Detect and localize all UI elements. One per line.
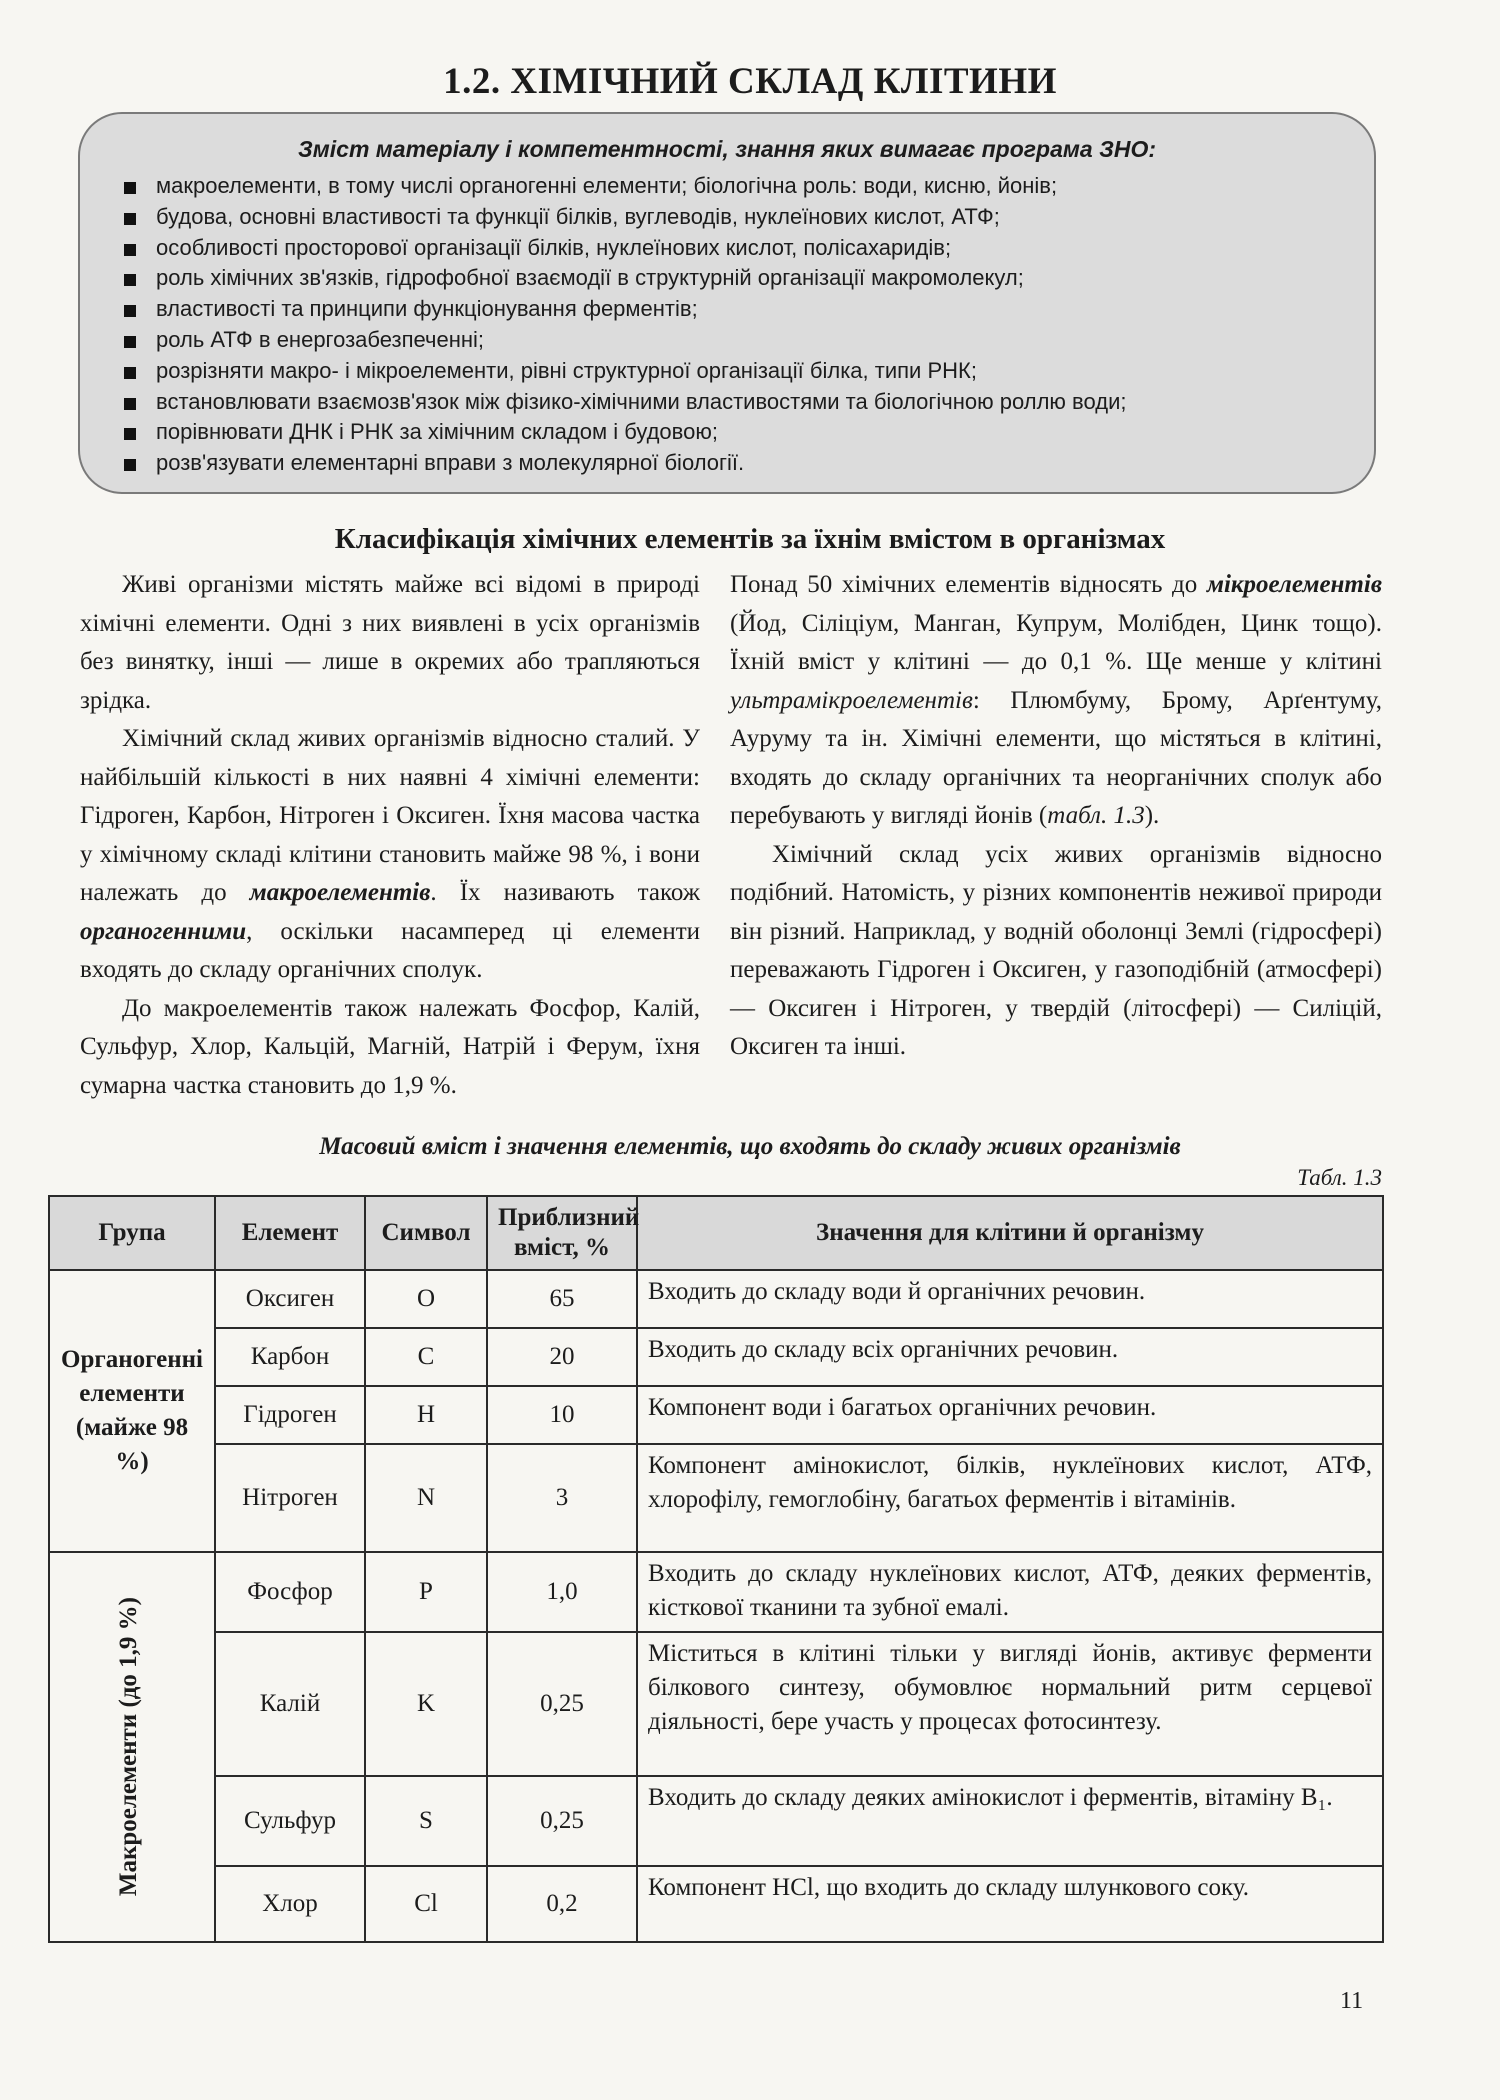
chapter-title: 1.2. ХІМІЧНИЙ СКЛАД КЛІТИНИ <box>443 61 1057 102</box>
syllabus-item: макроелементи, в тому числі органогенні елементи; біологічна роль: води, кисню, йонів; <box>120 171 1334 202</box>
table-number: Табл. 1.3 <box>1297 1165 1382 1190</box>
term-ultramicroelements: ультрамікроелементів <box>730 686 973 714</box>
table-row: Карбон C 20 Входить до складу всіх органічних речовин. <box>49 1328 1383 1386</box>
square-bullet-icon <box>124 428 136 440</box>
header-group: Група <box>49 1196 215 1270</box>
table-caption: Масовий вміст і значення елементів, що входять до складу живих організмів <box>319 1133 1181 1160</box>
page-number: 11 <box>1340 1988 1364 2014</box>
syllabus-item: розрізняти макро- і мікроелементи, рівні структурної організації білка, типи РНК; <box>120 356 1334 387</box>
term-macroelements: макроелементів <box>249 879 431 906</box>
syllabus-item: розв'язувати елементарні вправи з молекулярної біології. <box>120 448 1334 479</box>
header-role: Значення для клітини й організму <box>637 1196 1383 1270</box>
table-reference: табл. 1.3 <box>1047 802 1145 829</box>
term-organogenic: органогенними <box>80 917 247 945</box>
square-bullet-icon <box>124 274 136 286</box>
table-row: Сульфур S 0,25 Входить до складу деяких амінокислот і ферментів, вітаміну B₁. <box>49 1776 1383 1866</box>
syllabus-item: роль хімічних зв'язків, гідрофобної взаємодії в структурній організації макромолекул; <box>120 263 1334 294</box>
square-bullet-icon <box>124 213 136 225</box>
syllabus-list <box>120 171 1334 479</box>
square-bullet-icon <box>124 244 136 256</box>
syllabus-item: встановлювати взаємозв'язок між фізико-хімічними властивостями та біологічною роллю води; <box>120 387 1334 418</box>
square-bullet-icon <box>124 459 136 471</box>
table-row: Макроелементи (до 1,9 %) Фосфор P 1,0 Входить до складу нуклеїнових кислот, АТФ, деяких ферментів, кісткової тканини та зубної емалі. <box>49 1552 1383 1632</box>
table-row: Нітроген N 3 Компонент амінокислот, білків, нуклеїнових кислот, АТФ, хлорофілу, гемоглобіну, багатьох ферментів і вітамінів. <box>49 1444 1383 1552</box>
syllabus-item: особливості просторової організації білків, нуклеїнових кислот, полісахаридів; <box>120 233 1334 264</box>
header-symbol: Символ <box>365 1196 487 1270</box>
paragraph: До макроелементів також належать Фосфор, Калій, Сульфур, Хлор, Кальцій, Магній, Натрій і Ферум, їхня сумарна частка становить до 1,9 %. <box>80 994 700 1099</box>
syllabus-item: будова, основні властивості та функції білків, вуглеводів, нуклеїнових кислот, АТФ; <box>120 202 1334 233</box>
square-bullet-icon <box>124 305 136 317</box>
paragraph: Хімічний склад усіх живих організмів відносно подібний. Натомість, у різних компонентів неживої природи він різний. Наприклад, у водній оболонці Землі (гідросфері) переважають Гідроген і Оксиген, у газоподібній (атмосфері) — Оксиген і Нітроген, у твердій (літосфері) — Силіцій, Оксиген та інші. <box>730 840 1382 1060</box>
group-macroelements <box>49 1552 215 1942</box>
table-row: Гідроген H 10 Компонент води і багатьох органічних речовин. <box>49 1386 1383 1444</box>
header-element: Елемент <box>215 1196 365 1270</box>
table-header-row <box>49 1196 1383 1270</box>
paragraph: Хімічний склад живих організмів відносно сталий. У найбільшій кількості в них наявні 4 хімічні елементи: Гідроген, Карбон, Нітроген і Оксиген. Їхня масова частка у хімічному складі клітини становить майже 98 %, і вони належать до макроелементів. Їх називають також органогенними, оскільки насамперед ці елементи входять до складу органічних сполук. <box>80 725 700 983</box>
square-bullet-icon <box>124 182 136 194</box>
group-macroelements-label: Макроелементи (до 1,9 %) <box>115 1597 142 1897</box>
elements-table <box>48 1195 1384 1943</box>
syllabus-box <box>78 112 1376 494</box>
square-bullet-icon <box>124 336 136 348</box>
header-content: Приблизний вміст, % <box>487 1196 637 1270</box>
paragraph: Живі організми містять майже всі відомі в природі хімічні елементи. Одні з них виявлені в усіх організмів без винятку, інші — лише в окремих або трапляються зрідка. <box>80 571 700 714</box>
table-row: Калій K 0,25 Міститься в клітині тільки у вигляді йонів, активує ферменти білкового синтезу, обумовлює нормальний ритм серцевої діяльності, бере участь у процесах фотосинтезу. <box>49 1632 1383 1776</box>
square-bullet-icon <box>124 367 136 379</box>
syllabus-item: роль АТФ в енергозабезпеченні; <box>120 325 1334 356</box>
left-text-column <box>80 566 700 1105</box>
section-heading: Класифікація хімічних елементів за їхнім вмістом в організмах <box>334 523 1166 555</box>
syllabus-item: властивості та принципи функціонування ферментів; <box>120 294 1334 325</box>
group-organogenic: Органогенні елементи (майже 98 %) <box>49 1270 215 1552</box>
right-text-column <box>730 566 1382 1067</box>
term-microelements: мікроелементів <box>1206 571 1382 598</box>
table-row: Органогенні елементи (майже 98 %) Оксиген O 65 Входить до складу води й органічних речовин. <box>49 1270 1383 1328</box>
syllabus-title: Зміст матеріалу і компетентності, знання яких вимагає програма ЗНО: <box>297 136 1157 162</box>
square-bullet-icon <box>124 398 136 410</box>
syllabus-item: порівнювати ДНК і РНК за хімічним складом і будовою; <box>120 417 1334 448</box>
table-row: Хлор Cl 0,2 Компонент HCl, що входить до складу шлункового соку. <box>49 1866 1383 1942</box>
paragraph: Понад 50 хімічних елементів відносять до мікроелементів (Йод, Сіліціум, Манган, Купрум, Молібден, Цинк тощо). Їхній вміст у клітині — до 0,1 %. Ще менше у клітині ультрамікроелементів: Плюмбуму, Брому, Арґентуму, Ауруму та ін. Хімічні елементи, що містяться в клітині, входять до складу органічних та неорганічних сполук або перебувають у вигляді йонів (табл. 1.3). <box>730 571 1382 829</box>
